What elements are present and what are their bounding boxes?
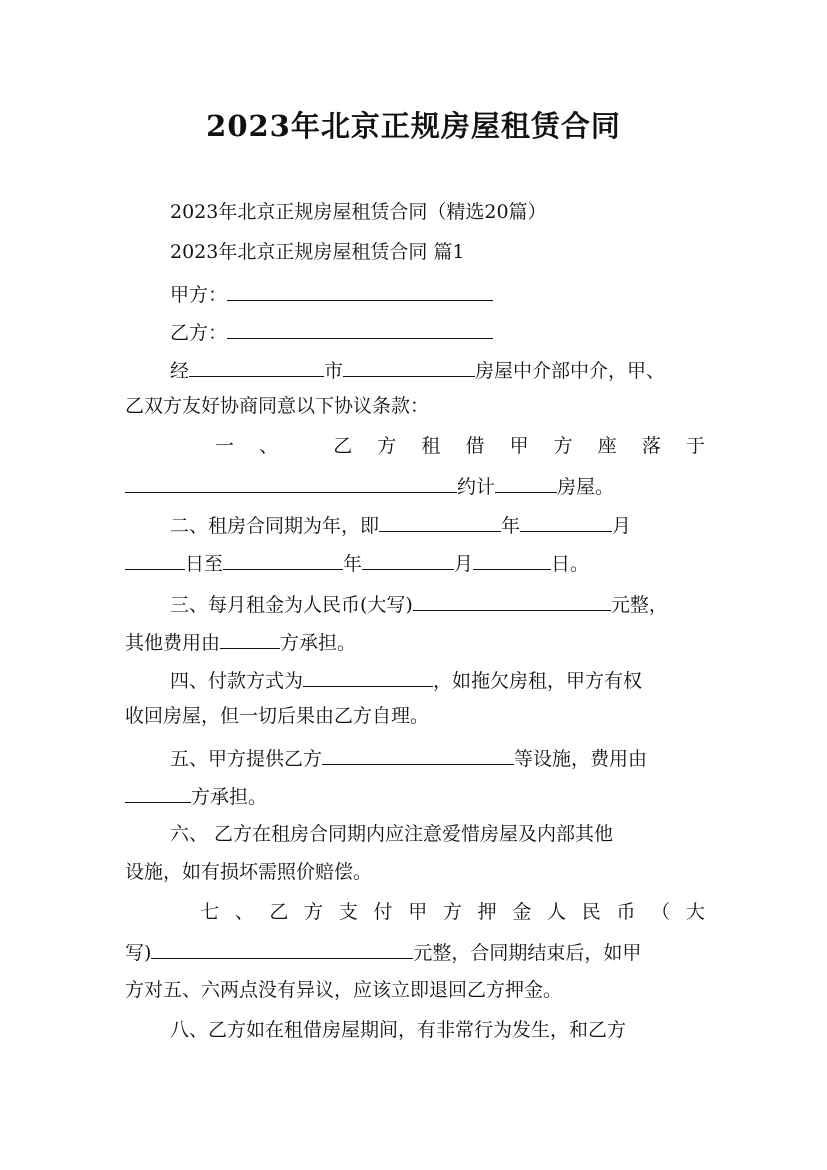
clause3-text-a: 三、每月租金为人民币(大写) [170,594,413,616]
char: 乙 [269,901,289,923]
clause1-text-b: 约计 [457,476,496,498]
char: 七 [200,901,220,923]
clause7-line-1 [200,900,705,924]
char: 乙 [333,435,353,457]
intro-line-1 [170,356,705,383]
clause2-line-1 [170,511,705,538]
char: 甲 [408,901,428,923]
clause3-text-c: 其他费用由 [125,632,221,654]
clause2-line-2 [125,549,705,576]
clause2-text-e: 年 [343,553,363,575]
party-b-label: 乙方： [170,322,228,344]
clause2-blank-5 [362,549,454,570]
char: 支 [338,901,358,923]
clause2-text-g: 日。 [551,553,590,575]
intro-text-c: 房屋中介部中介，甲、 [475,360,666,382]
clause2-blank-2 [520,511,612,532]
intro-line-2: 乙双方友好协商同意以下协议条款： [125,395,430,417]
clause4-blank-1 [303,666,433,687]
clause2-text-a: 二、租房合同期为年，即 [170,515,380,537]
clause8-line-1: 八、乙方如在租借房屋期间，有非常行为发生，和乙方 [170,1019,627,1041]
clause7-line-2 [125,938,705,965]
clause1-line-2 [125,472,705,499]
clause2-blank-4 [223,549,343,570]
clause5-blank-2 [125,782,191,803]
clause7-blank-1 [151,938,413,959]
char: 人 [547,901,567,923]
char: 甲 [509,435,529,457]
char: 借 [465,435,485,457]
clause7-text-b: 写) [125,942,152,964]
char: 一 [215,435,235,457]
clause5-text-b: 等设施，费用由 [514,748,648,770]
party-b-blank [227,318,493,339]
clause4-text-a: 四、付款方式为 [170,670,304,692]
clause1-line-1 [215,434,705,458]
char: 方 [553,435,573,457]
clause3-blank-1 [413,590,611,611]
clause1-text-c: 房屋。 [557,476,615,498]
char: 租 [421,435,441,457]
char: 方 [377,435,397,457]
char: 、 [259,435,279,457]
char: 金 [512,901,532,923]
clause1-blank-1 [125,472,457,493]
char: 押 [477,901,497,923]
char: 、 [234,901,254,923]
char: 座 [597,435,617,457]
clause5-blank-1 [322,744,514,765]
char: 民 [581,901,601,923]
clause5-text-c: 方承担。 [191,786,268,808]
clause3-text-d: 方承担。 [280,632,357,654]
intro-blank-2 [343,356,475,377]
char: 方 [442,901,462,923]
section-heading: 2023年北京正规房屋租赁合同 篇1 [170,241,465,263]
char: 方 [304,901,324,923]
party-a-label: 甲方： [170,284,228,306]
char: 币 [616,901,636,923]
intro-blank-1 [189,356,324,377]
char: 付 [373,901,393,923]
intro-text-b: 市 [324,360,344,382]
subtitle: 2023年北京正规房屋租赁合同（精选20篇） [170,201,547,223]
clause4-line-1 [170,666,705,693]
clause3-text-b: 元整， [610,594,668,616]
party-b-line [170,318,705,345]
char: 落 [641,435,661,457]
clause3-line-2 [125,628,705,655]
document-title: 2023年北京正规房屋租赁合同 [206,109,621,143]
clause2-blank-3 [125,549,185,570]
clause6-line-2: 设施，如有损坏需照价赔偿。 [125,861,373,883]
clause4-line-2: 收回房屋，但一切后果由乙方自理。 [125,705,430,727]
clause7-line-3: 方对五、六两点没有异议，应该立即退回乙方押金。 [125,979,563,1001]
party-a-line [170,280,705,307]
clause3-line-1 [170,590,705,617]
clause5-line-2 [125,782,705,809]
char: （ [651,901,671,923]
clause2-blank-6 [473,549,551,570]
party-a-blank [227,280,493,301]
clause2-text-d: 日至 [185,553,224,575]
clause2-text-f: 月 [454,553,474,575]
clause7-text-c: 元整，合同期结束后，如甲 [413,942,642,964]
clause3-blank-2 [220,628,280,649]
clause4-text-b: ，如拖欠房租，甲方有权 [433,670,643,692]
intro-text-a: 经 [170,360,190,382]
char: 于 [685,435,705,457]
char: 大 [685,901,705,923]
clause2-text-b: 年 [501,515,521,537]
clause6-line-1: 六、 乙方在租房合同期内应注意爱惜房屋及内部其他 [170,823,614,845]
clause5-line-1 [170,744,705,771]
clause1-blank-2 [495,472,557,493]
clause5-text-a: 五、甲方提供乙方 [170,748,323,770]
clause2-text-c: 月 [612,515,632,537]
clause2-blank-1 [379,511,501,532]
